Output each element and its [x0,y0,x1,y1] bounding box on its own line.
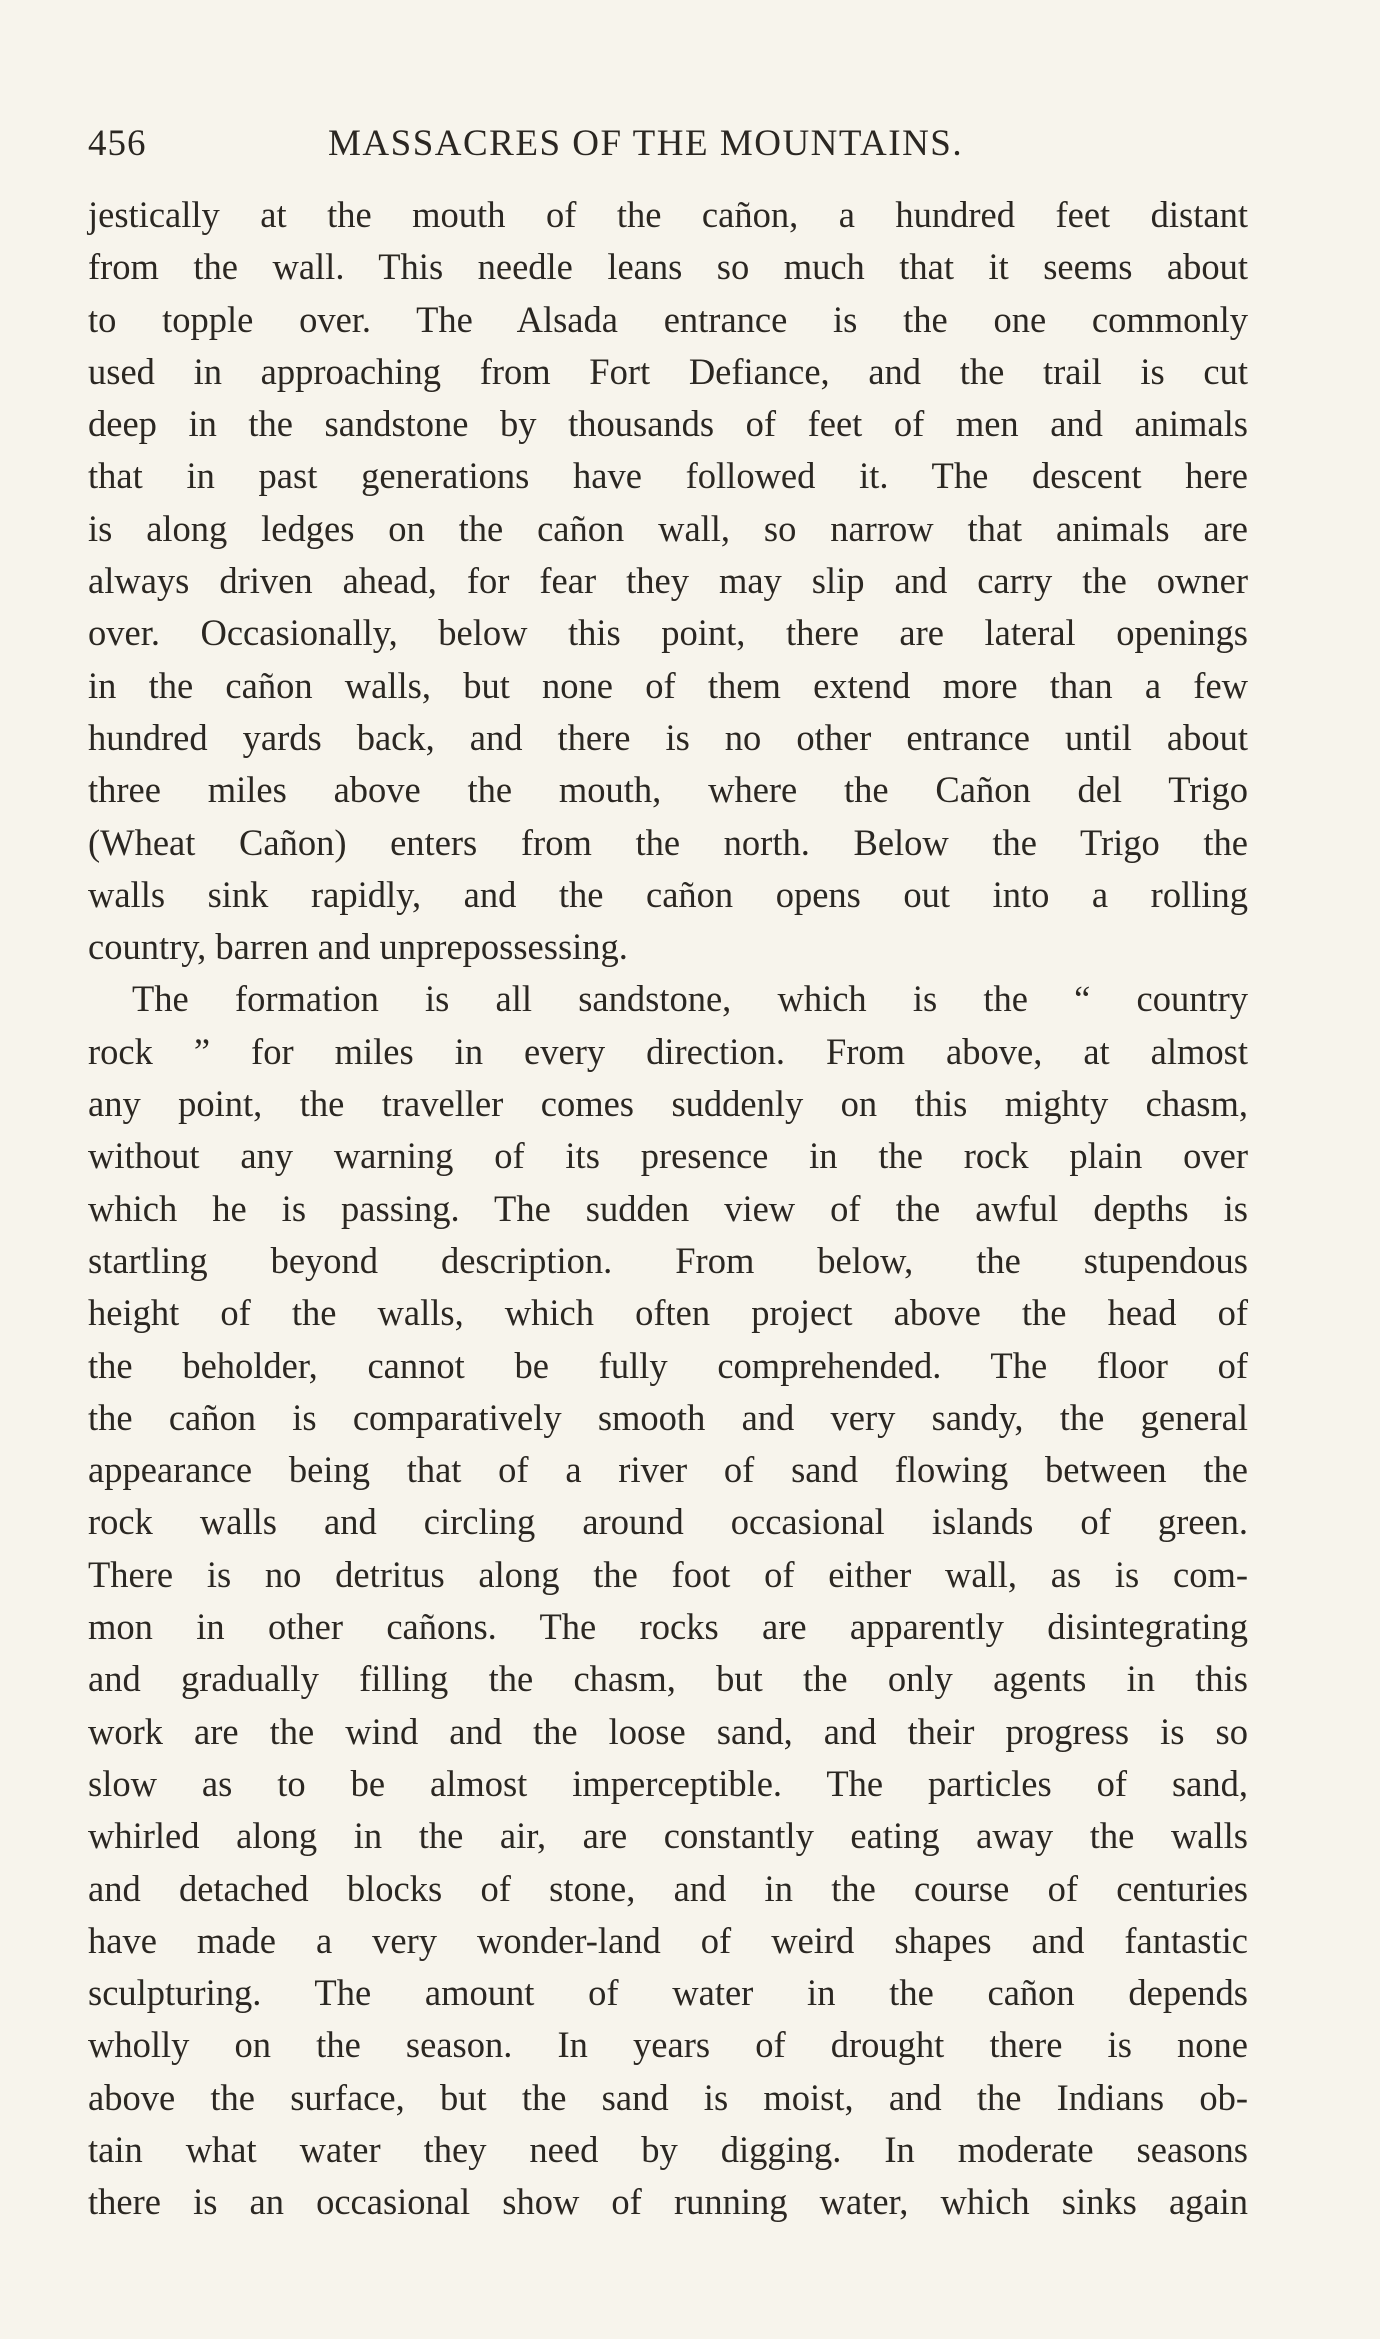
text-line: jestically at the mouth of the cañon, a hundred feet distant [88,194,1248,235]
text-line: the beholder, cannot be fully comprehended. The floor of [88,1344,1248,1386]
text-line: which he is passing. The sudden view of the awful depths is [88,1187,1248,1229]
text-line: and gradually filling the chasm, but the only agents in this [88,1658,1248,1700]
text-line: that in past generations have followed it. The descent here [88,455,1248,497]
text-line: deep in the sandstone by thousands of feet of men and animals [88,403,1248,445]
text-line: and detached blocks of stone, and in the course of centuries [88,1867,1248,1909]
text-line: whirled along in the air, are constantly eating away the walls [88,1815,1248,1857]
text-line: work are the wind and the loose sand, and their progress is so [88,1710,1248,1752]
text-line: is along ledges on the cañon wall, so narrow that animals are [88,507,1248,549]
text-line: mon in other cañons. The rocks are apparently disintegrating [88,1606,1248,1648]
text-line: have made a very wonder-land of weird shapes and fantastic [88,1919,1248,1961]
text-line: there is an occasional show of running water, which sinks again [88,2181,1248,2223]
text-line: above the surface, but the sand is moist, and the Indians ob- [88,2076,1248,2118]
running-title: MASSACRES OF THE MOUNTAINS. [328,123,964,164]
paragraph-start-line: The formation is all sandstone, which is the “ country [132,978,1248,1020]
text-line: tain what water they need by digging. In moderate seasons [88,2128,1248,2170]
text-line: sculpturing. The amount of water in the cañon depends [88,1972,1248,2014]
text-line: without any warning of its presence in the rock plain over [88,1135,1248,1177]
text-line: There is no detritus along the foot of either wall, as is com- [88,1553,1248,1595]
page-header [88,122,1248,170]
text-line: height of the walls, which often project above the head of [88,1292,1248,1334]
text-line: appearance being that of a river of sand flowing between the [88,1449,1248,1491]
text-line: rock ” for miles in every direction. From above, at almost [88,1030,1248,1072]
text-line: country, barren and unprepossessing. [88,926,628,968]
text-line: in the cañon walls, but none of them extend more than a few [88,664,1248,706]
text-line: over. Occasionally, below this point, there are lateral openings [88,612,1248,654]
text-line: from the wall. This needle leans so much that it seems about [88,246,1248,288]
text-line: to topple over. The Alsada entrance is the one commonly [88,298,1248,340]
text-line: walls sink rapidly, and the cañon opens out into a rolling [88,873,1248,915]
text-line: three miles above the mouth, where the Cañon del Trigo [88,769,1248,811]
text-line: used in approaching from Fort Defiance, and the trail is cut [88,350,1248,392]
text-line: hundred yards back, and there is no other entrance until about [88,716,1248,758]
text-line: the cañon is comparatively smooth and very sandy, the general [88,1396,1248,1438]
page-number: 456 [88,123,147,164]
text-line: any point, the traveller comes suddenly on this mighty chasm, [88,1083,1248,1125]
text-line: wholly on the season. In years of drought there is none [88,2024,1248,2066]
text-line: always driven ahead, for fear they may slip and carry the owner [88,560,1248,602]
text-line: startling beyond description. From below, the stupendous [88,1239,1248,1281]
text-line: rock walls and circling around occasional islands of green. [88,1501,1248,1543]
text-line: (Wheat Cañon) enters from the north. Below the Trigo the [88,821,1248,863]
body-text [88,189,1248,2229]
text-line: slow as to be almost imperceptible. The particles of sand, [88,1762,1248,1804]
